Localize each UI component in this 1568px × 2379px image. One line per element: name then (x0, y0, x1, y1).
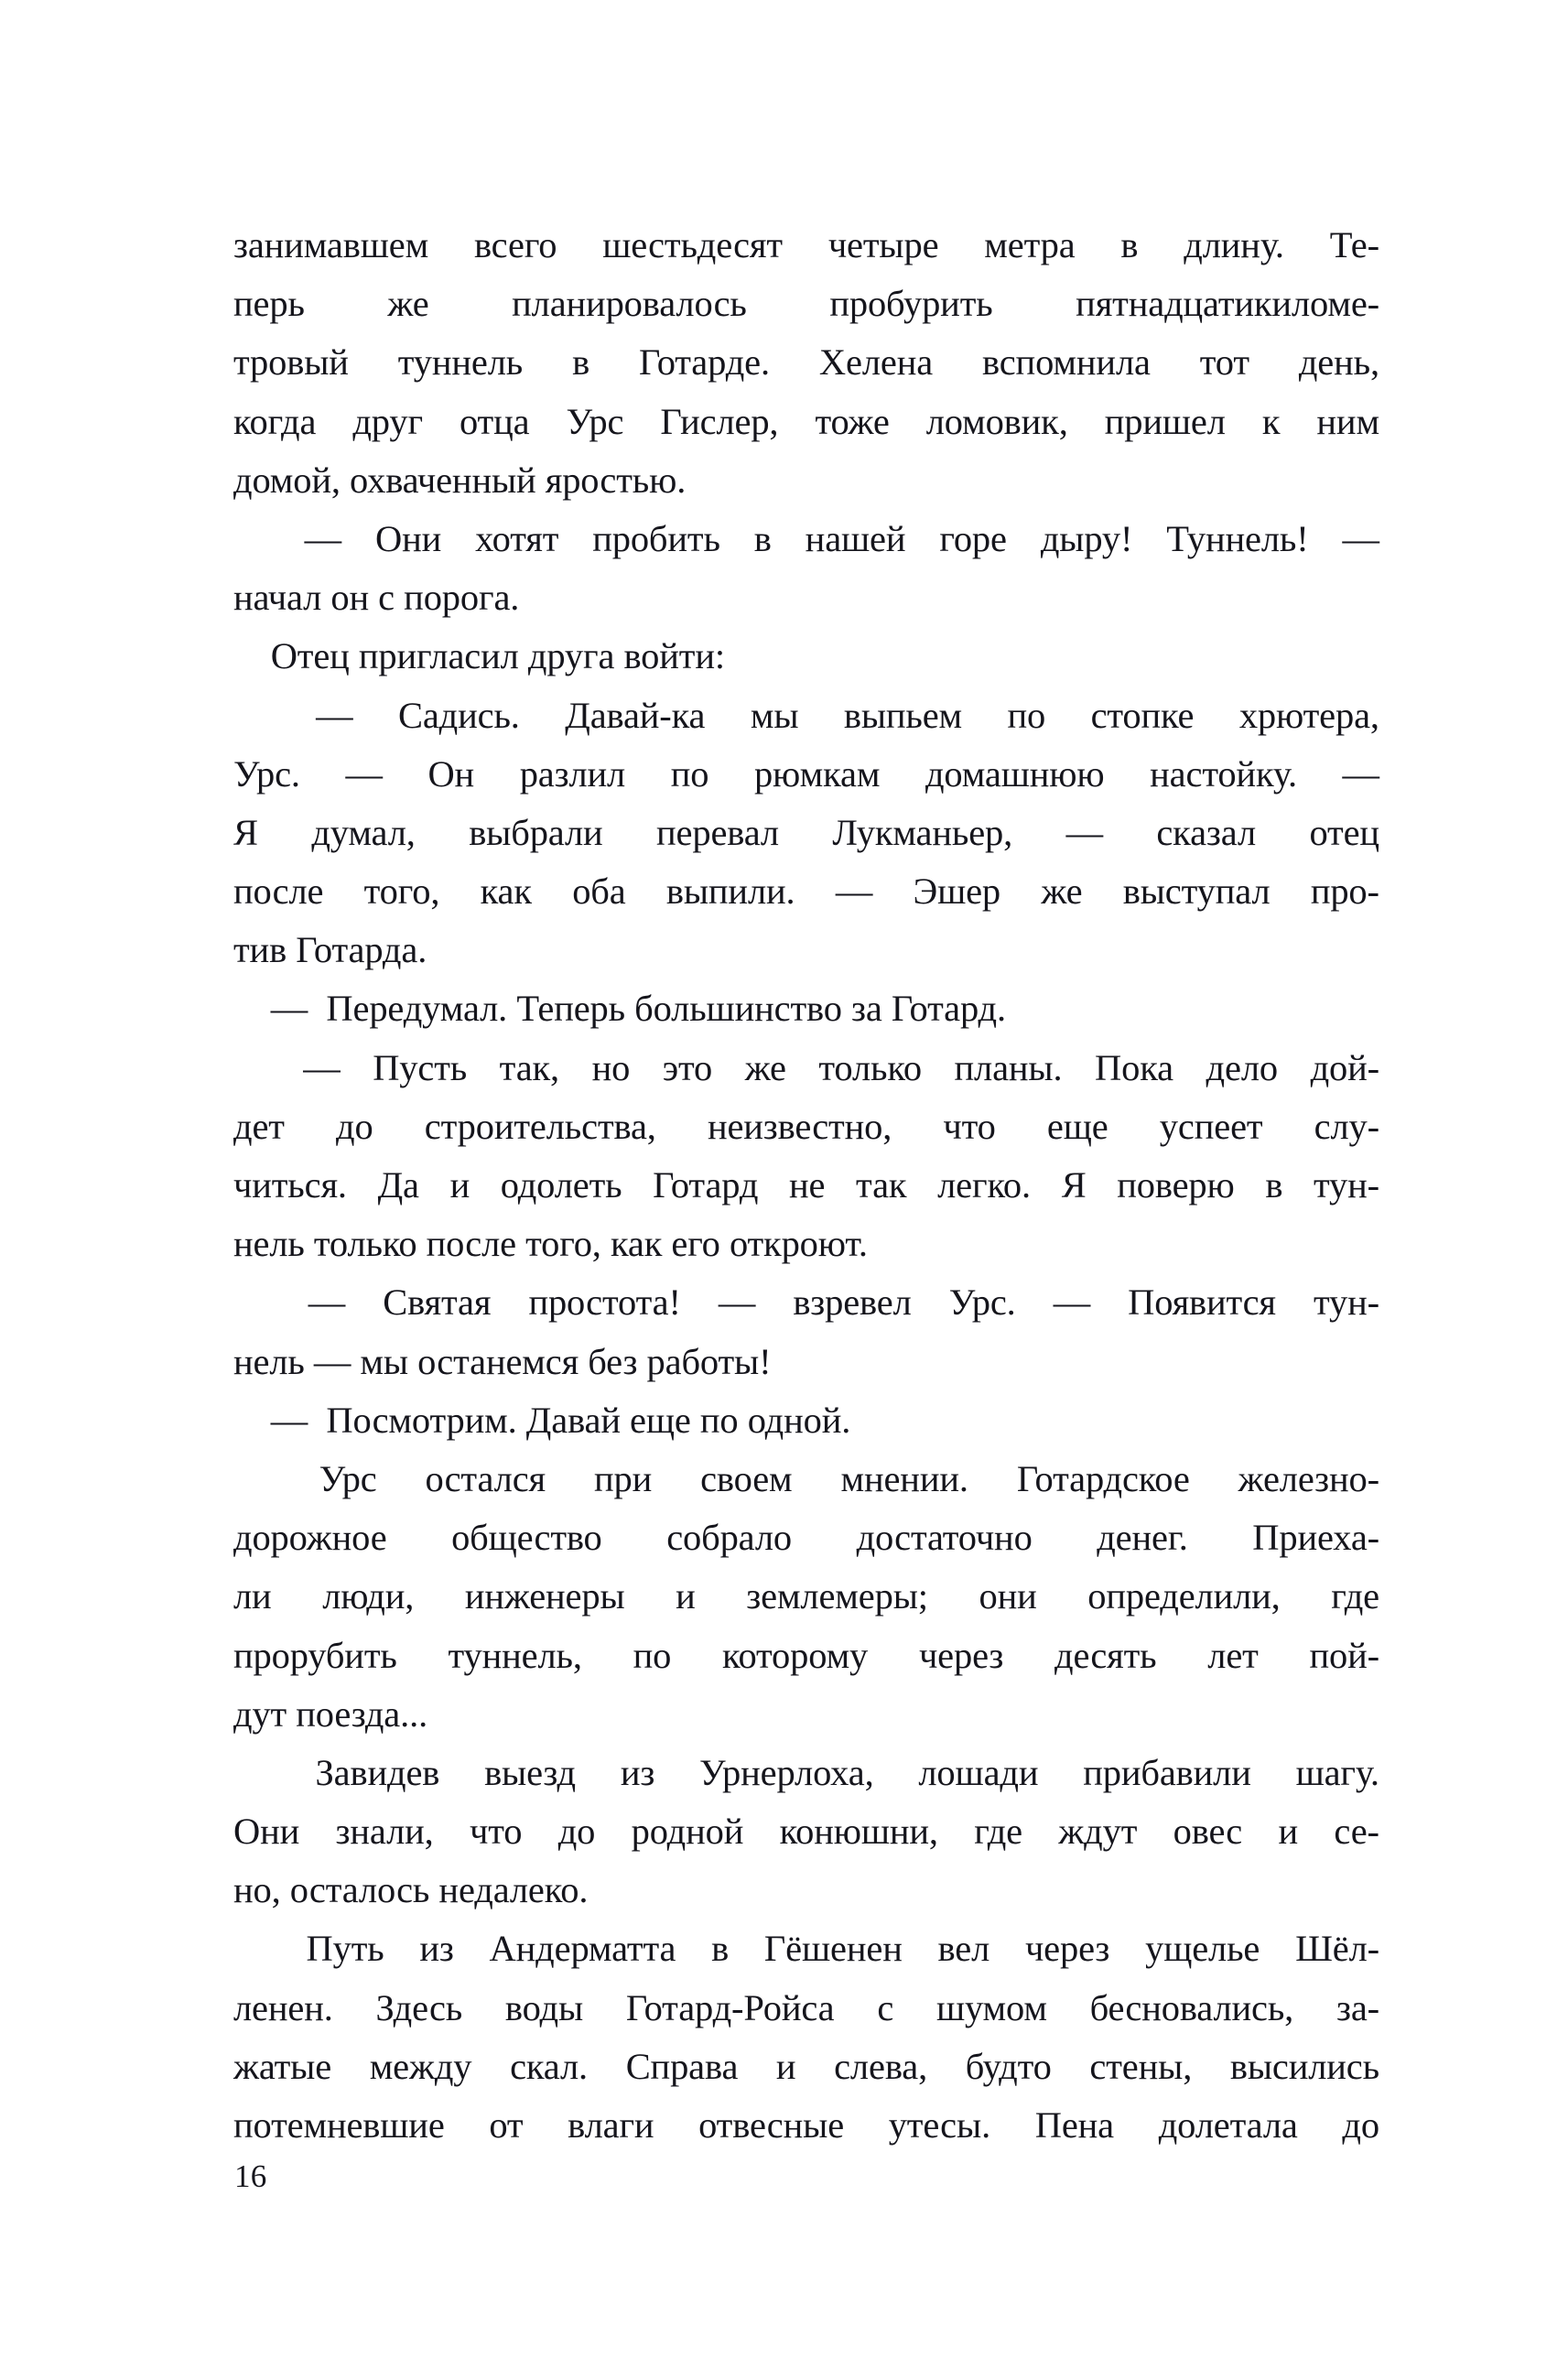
text-word: достаточно (856, 1517, 1033, 1559)
text-word: планировалось (512, 283, 747, 325)
text-word: воды (504, 1986, 584, 2028)
text-word: Готард-Ройса (625, 1986, 835, 2028)
paragraph-indent (233, 1039, 271, 1098)
text-word: до (336, 1105, 373, 1147)
text-word: остался (425, 1457, 546, 1499)
text-word: до (557, 1811, 596, 1853)
text-word: думал, (311, 811, 416, 853)
text-word: влаги (568, 2104, 654, 2146)
text-word: в (572, 341, 590, 384)
text-word: по (633, 1634, 672, 1676)
text-word: — (1342, 517, 1379, 559)
text-word: бесновались, (1089, 1986, 1294, 2028)
text-word: прибавили (1083, 1751, 1251, 1793)
text-word: Гислер, (660, 400, 779, 442)
text-word: через (1024, 1928, 1110, 1970)
text-word: как (480, 870, 532, 913)
text-line (233, 1450, 1379, 1509)
text-word: Он (427, 752, 475, 795)
text-word: Готард (653, 1164, 759, 1206)
text-word: долетала (1158, 2104, 1298, 2146)
text-line: — Передумал. Теперь большинство за Готард. (233, 988, 1006, 1030)
paragraph-indent (233, 1450, 271, 1509)
text-word: нашей (805, 517, 906, 559)
text-word: Они (374, 517, 442, 559)
text-word: выпили. (665, 870, 795, 913)
text-word: своем (700, 1457, 793, 1499)
text-word: домашнюю (925, 752, 1105, 795)
text-line (233, 216, 1379, 275)
text-word: сказал (1156, 811, 1257, 853)
text-word: отец (1309, 811, 1379, 853)
text-word: будто (965, 2045, 1052, 2087)
text-word: ли (233, 1575, 272, 1617)
text-word: пробить (592, 517, 720, 559)
text-word: стопке (1090, 694, 1195, 736)
text-word: Урнерлоха, (699, 1751, 874, 1793)
text-word: Туннель! (1166, 517, 1309, 559)
text-word: — (316, 694, 353, 736)
text-word: Шёл- (1295, 1928, 1379, 1970)
paragraph-indent (233, 1919, 271, 1978)
text-word: утесы. (888, 2104, 991, 2146)
text-line (233, 1627, 1379, 1685)
text-word: Завидев (315, 1751, 440, 1793)
text-word: не (789, 1164, 826, 1206)
page-number: 16 (234, 2158, 267, 2194)
text-word: — (1342, 752, 1379, 795)
text-word: всего (473, 224, 557, 265)
text-line: начал он с порога. (233, 577, 520, 619)
text-word: Урс (566, 400, 624, 442)
text-word: при (593, 1457, 653, 1499)
text-word: Хелена (818, 341, 934, 384)
text-word: Андерматта (489, 1928, 676, 1970)
text-word: — (1053, 1281, 1091, 1324)
text-word: перь (233, 283, 305, 325)
text-word: день, (1298, 341, 1379, 384)
text-word: читься. (233, 1164, 347, 1206)
text-word: между (369, 2045, 472, 2087)
text-word: из (419, 1928, 454, 1970)
text-word: отца (459, 400, 530, 442)
text-word: рюмкам (753, 752, 881, 795)
text-word: скал. (510, 2045, 589, 2087)
text-word: ждут (1058, 1811, 1138, 1853)
paragraph-indent (233, 1744, 271, 1802)
text-word: выступал (1122, 870, 1271, 913)
text-word: оба (572, 870, 626, 913)
text-word: овес (1173, 1811, 1243, 1853)
text-word: знали, (335, 1811, 434, 1853)
text-word: где (974, 1811, 1022, 1853)
text-word: Пока (1095, 1046, 1173, 1088)
text-word: Давай-ка (565, 694, 706, 736)
text-line (233, 804, 1379, 862)
text-word: разлил (519, 752, 626, 795)
text-line: домой, охваченный яростью. (233, 459, 687, 501)
text-word: за- (1336, 1986, 1379, 2028)
text-word: что (943, 1105, 996, 1147)
text-word: это (662, 1046, 713, 1088)
text-word: и (1278, 1811, 1299, 1853)
text-word: взревел (793, 1281, 912, 1324)
text-word: Здесь (375, 1986, 463, 2028)
text-word: про- (1310, 870, 1379, 913)
text-line: Отец пригласил друга войти: (233, 635, 725, 677)
text-word: землемеры; (746, 1575, 928, 1617)
text-word: ломовик, (925, 400, 1068, 442)
text-line (233, 1098, 1379, 1156)
text-word: перевал (656, 811, 779, 853)
text-word: дело (1206, 1046, 1278, 1088)
text-word: железно- (1238, 1457, 1379, 1499)
text-word: с (877, 1986, 894, 2028)
text-word: в (753, 517, 772, 559)
text-line (233, 510, 1379, 568)
text-word: тот (1199, 341, 1249, 384)
text-word: родной (631, 1811, 744, 1853)
text-word: Лукманьер, (832, 811, 1013, 853)
text-word: шумом (935, 1986, 1047, 2028)
text-word: лет (1207, 1634, 1259, 1676)
text-word: Урс. (233, 752, 300, 795)
text-word: Эшер (913, 870, 1001, 913)
text-word: до (1342, 2104, 1379, 2146)
text-line (233, 1039, 1379, 1098)
text-word: — (835, 870, 873, 913)
text-word: к (1261, 400, 1281, 442)
text-word: Я (233, 811, 258, 853)
text-word: занимавшем (233, 224, 429, 265)
text-word: мнении. (840, 1457, 968, 1499)
text-word: выпьем (843, 694, 963, 736)
text-word: се- (1334, 1811, 1379, 1853)
text-word: определили, (1087, 1575, 1281, 1617)
text-word: мы (750, 694, 799, 736)
text-word: собрало (666, 1517, 793, 1559)
text-word: Святая (383, 1281, 492, 1324)
text-word: ущелье (1145, 1928, 1260, 1970)
text-word: и (449, 1164, 470, 1206)
text-word: еще (1046, 1105, 1108, 1147)
text-word: прорубить (233, 1634, 397, 1676)
text-word: лошади (918, 1751, 1039, 1793)
text-word: — (304, 517, 342, 559)
text-word: но (591, 1046, 631, 1088)
text-word: Те- (1329, 224, 1379, 265)
text-word: потемневшие (233, 2104, 445, 2146)
text-word: пятнадцатикиломе- (1076, 283, 1379, 325)
text-word: общество (451, 1517, 602, 1559)
text-word: тун- (1313, 1164, 1379, 1206)
text-line (233, 1567, 1379, 1626)
text-word: метра (984, 224, 1076, 265)
text-word: туннель, (448, 1634, 582, 1676)
text-line: дут поезда... (233, 1692, 428, 1735)
text-line (233, 1744, 1379, 1802)
text-word: они (979, 1575, 1037, 1617)
text-word: четыре (827, 224, 939, 265)
text-line (233, 1919, 1379, 1978)
text-word: строительства, (424, 1105, 656, 1147)
text-word: в (711, 1928, 730, 1970)
text-word: так, (499, 1046, 560, 1088)
text-word: того, (363, 870, 440, 913)
text-line (233, 862, 1379, 921)
text-word: Гёшенен (763, 1928, 903, 1970)
text-line (233, 1802, 1379, 1861)
text-word: Пусть (373, 1046, 468, 1088)
text-word: высились (1229, 2045, 1379, 2087)
text-word: в (1265, 1164, 1283, 1206)
text-word: вспомнила (982, 341, 1151, 384)
text-line (233, 1273, 1379, 1332)
text-line: нель — мы останемся без работы! (233, 1340, 772, 1382)
text-line (233, 2038, 1379, 2096)
text-word: дыру! (1040, 517, 1133, 559)
text-word: по (1007, 694, 1046, 736)
text-word: через (918, 1634, 1004, 1676)
text-word: планы. (954, 1046, 1063, 1088)
text-word: дорожное (233, 1517, 387, 1559)
text-word: которому (722, 1634, 869, 1676)
text-word: жатые (233, 2045, 332, 2087)
text-word: Пена (1034, 2104, 1115, 2146)
text-word: десять (1054, 1634, 1157, 1676)
text-word: Они (233, 1811, 300, 1853)
text-word: после (233, 870, 324, 913)
text-word: дой- (1310, 1046, 1379, 1088)
text-word: вел (937, 1928, 990, 1970)
text-word: хотят (475, 517, 559, 559)
text-word: где (1331, 1575, 1379, 1617)
text-word: Приеха- (1252, 1517, 1379, 1559)
text-word: друг (352, 400, 423, 442)
text-word: когда (233, 400, 317, 442)
paragraph-indent (233, 510, 271, 568)
text-word: ним (1316, 400, 1379, 442)
text-word: же (744, 1046, 786, 1088)
text-word: тоже (815, 400, 890, 442)
text-line: тив Готарда. (233, 929, 427, 971)
text-word: — (1065, 811, 1103, 853)
text-line: — Посмотрим. Давай еще по одной. (233, 1399, 851, 1441)
text-line: но, осталось недалеко. (233, 1869, 589, 1911)
text-word: легко. (937, 1164, 1032, 1206)
text-word: шагу. (1295, 1751, 1379, 1793)
paragraph-indent (233, 687, 271, 745)
text-word: — (718, 1281, 756, 1324)
text-word: — (345, 752, 383, 795)
text-word: в (1120, 224, 1139, 265)
text-word: люди, (322, 1575, 415, 1617)
text-word: дет (233, 1105, 285, 1147)
text-line: нель только после того, как его откроют. (233, 1223, 868, 1265)
text-word: так (856, 1164, 907, 1206)
text-word: Появится (1128, 1281, 1276, 1324)
text-word: пришел (1104, 400, 1226, 442)
text-word: инженеры (464, 1575, 625, 1617)
text-word: слу- (1314, 1105, 1379, 1147)
text-word: туннель (397, 341, 524, 384)
text-word: что (470, 1811, 523, 1853)
text-line (233, 333, 1379, 392)
text-word: только (818, 1046, 922, 1088)
text-word: и (676, 1575, 696, 1617)
text-word: же (1041, 870, 1083, 913)
text-word: Путь (306, 1928, 384, 1970)
text-line (233, 1156, 1379, 1215)
text-word: по (670, 752, 709, 795)
text-word: отвесные (698, 2104, 845, 2146)
text-word: настойку. (1150, 752, 1297, 795)
text-line (233, 687, 1379, 745)
text-line (233, 393, 1379, 451)
text-word: пробурить (829, 283, 993, 325)
text-word: Готардское (1016, 1457, 1190, 1499)
body-text-block (233, 216, 1379, 2155)
text-line (233, 1979, 1379, 2038)
text-word: тун- (1313, 1281, 1379, 1324)
text-word: простота! (528, 1281, 681, 1324)
paragraph-indent (233, 1273, 271, 1332)
text-word: и (775, 2045, 796, 2087)
text-word: из (620, 1751, 655, 1793)
text-word: денег. (1097, 1517, 1188, 1559)
text-word: успеет (1159, 1105, 1263, 1147)
text-word: — (308, 1281, 346, 1324)
text-word: неизвестно, (707, 1105, 892, 1147)
text-word: выбрали (469, 811, 603, 853)
text-word: стены, (1089, 2045, 1193, 2087)
text-line (233, 275, 1379, 333)
text-word: Справа (625, 2045, 739, 2087)
text-word: — (303, 1046, 341, 1088)
text-word: Урс (319, 1457, 377, 1499)
text-word: ленен. (233, 1986, 333, 2028)
text-line (233, 1509, 1379, 1567)
text-word: горе (939, 517, 1007, 559)
text-line (233, 2096, 1379, 2155)
text-word: Да (377, 1164, 419, 1206)
text-word: пой- (1309, 1634, 1379, 1676)
text-word: Я (1061, 1164, 1087, 1206)
text-word: от (489, 2104, 524, 2146)
text-word: Урс. (948, 1281, 1016, 1324)
text-word: выезд (484, 1751, 577, 1793)
text-word: длину. (1184, 224, 1284, 265)
text-word: конюшни, (779, 1811, 938, 1853)
text-word: одолеть (500, 1164, 622, 1206)
text-word: шестьдесят (602, 224, 783, 265)
text-word: поверю (1117, 1164, 1235, 1206)
text-word: Готарде. (638, 341, 770, 384)
text-word: слева, (834, 2045, 928, 2087)
text-word: тровый (233, 341, 349, 384)
text-line (233, 745, 1379, 804)
text-word: же (387, 283, 429, 325)
text-word: хрютера, (1238, 694, 1379, 736)
text-word: Садись. (397, 694, 520, 736)
